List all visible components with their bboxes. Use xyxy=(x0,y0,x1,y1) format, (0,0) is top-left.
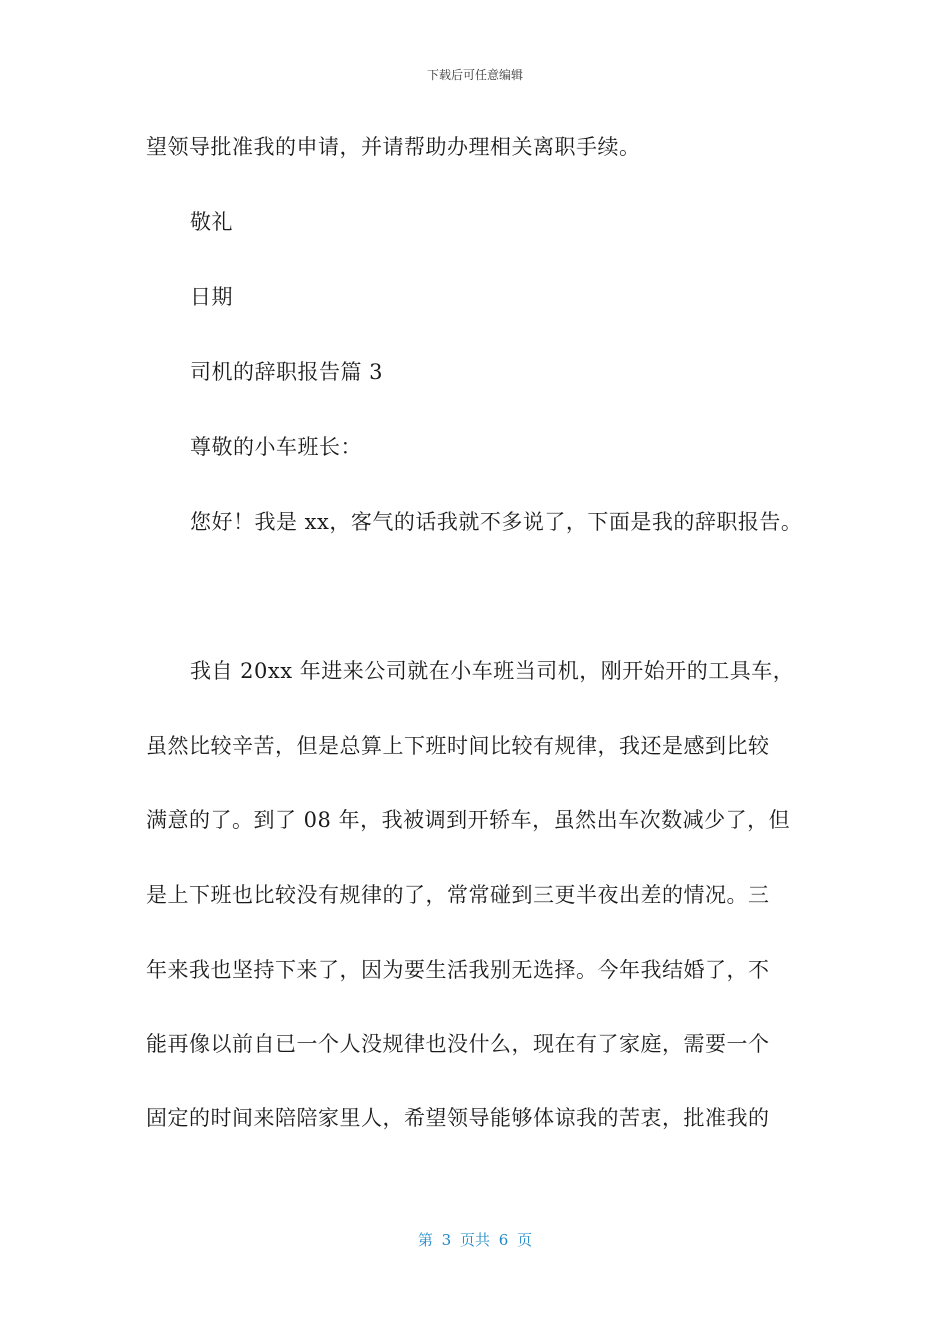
text-line: 我自 20xx 年进来公司就在小车班当司机，刚开始开的工具车， xyxy=(190,659,795,683)
text-line: 固定的时间来陪陪家里人，希望领导能够体谅我的苦衷，批准我的 xyxy=(146,1106,770,1130)
text-line: 虽然比较辛苦，但是总算上下班时间比较有规律，我还是感到比较 xyxy=(146,734,770,758)
page-number-footer: 第 3 页共 6 页 xyxy=(417,1231,533,1249)
text-line: 满意的了。到了 08 年，我被调到开轿车，虽然出车次数减少了，但 xyxy=(146,808,791,832)
text-line-date: 日期 xyxy=(190,285,233,309)
salutation: 尊敬的小车班长： xyxy=(190,435,362,459)
text-line: 您好！我是 xx，客气的话我就不多说了，下面是我的辞职报告。 xyxy=(190,510,803,534)
page-header: 下载后可任意编辑 xyxy=(426,68,523,82)
text-line: 能再像以前自已一个人没规律也没什么，现在有了家庭，需要一个 xyxy=(146,1032,770,1056)
text-line: 望领导批准我的申请，并请帮助办理相关离职手续。 xyxy=(146,135,641,159)
text-line: 年来我也坚持下来了，因为要生活我别无选择。今年我结婚了，不 xyxy=(146,958,770,982)
section-heading: 司机的辞职报告篇 3 xyxy=(190,360,384,384)
text-line-closing: 敬礼 xyxy=(190,210,233,234)
text-line: 是上下班也比较没有规律的了，常常碰到三更半夜出差的情况。三 xyxy=(146,883,770,907)
